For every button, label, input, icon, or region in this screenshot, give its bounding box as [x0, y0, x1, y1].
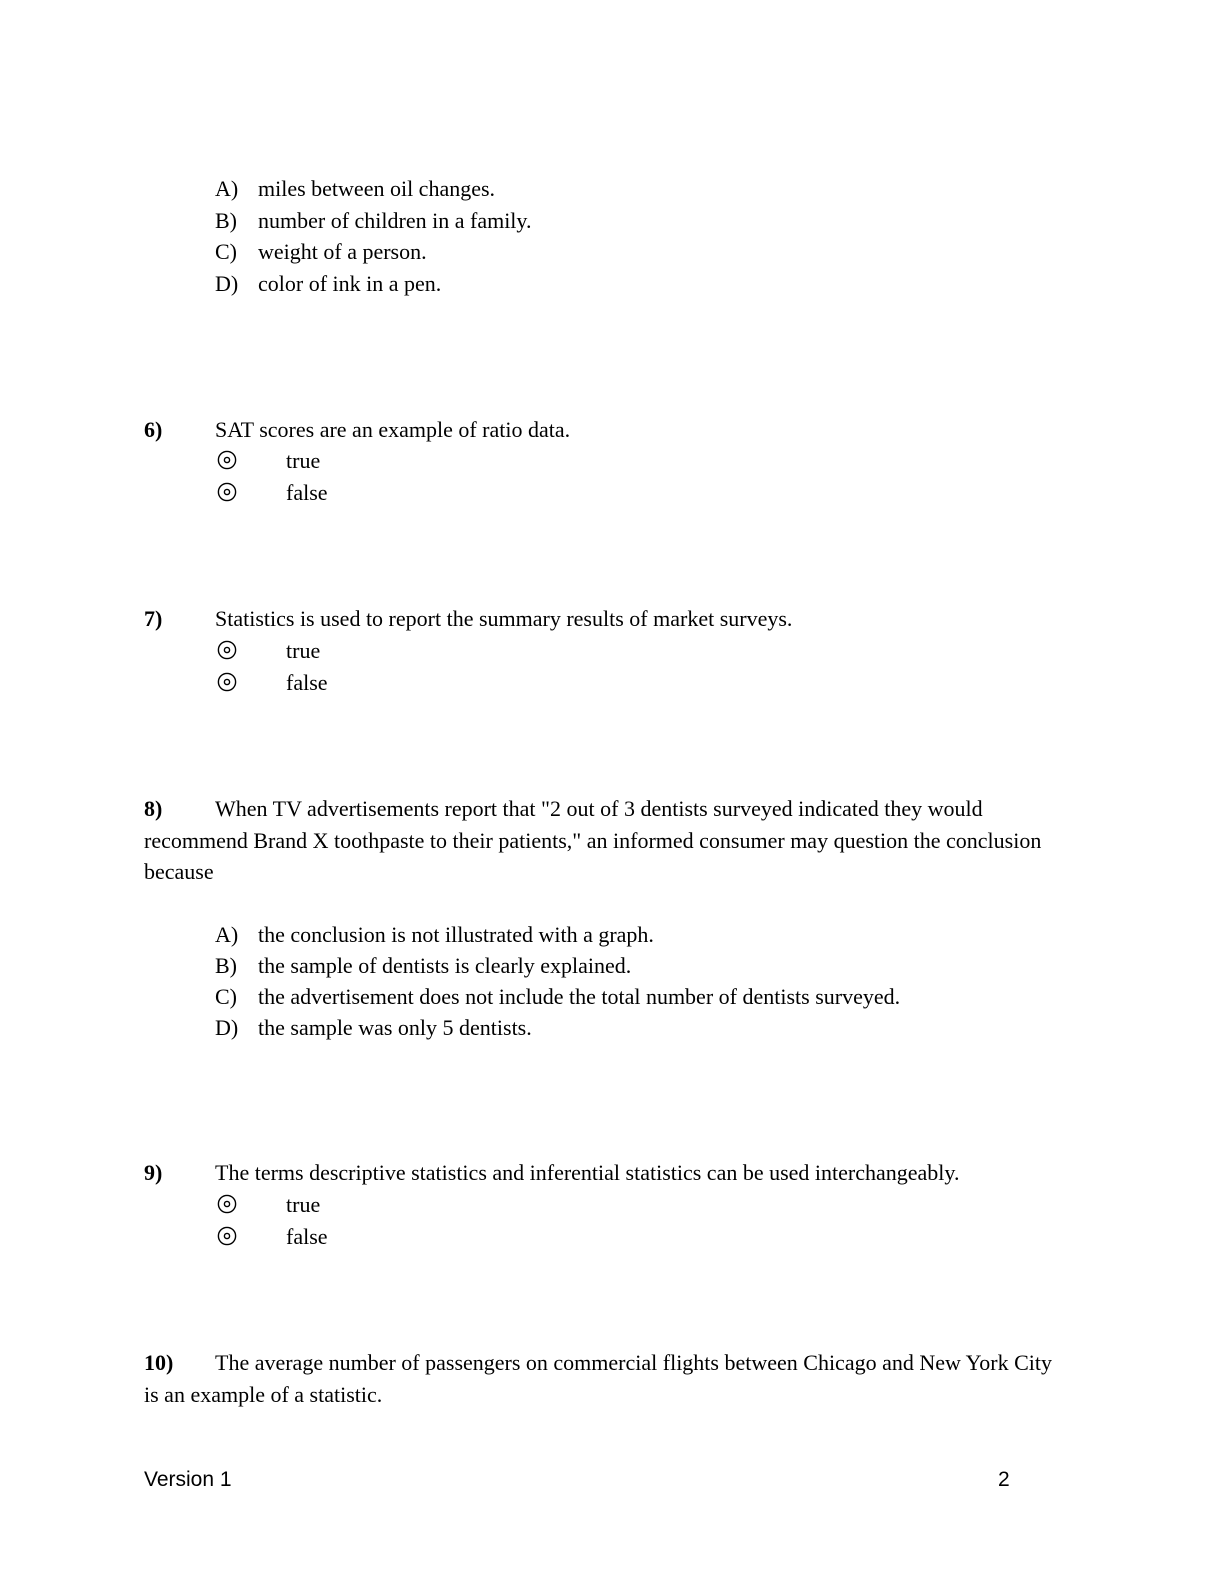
choice-letter: D) [215, 271, 239, 296]
option-label: false [286, 670, 328, 695]
option-label: true [286, 638, 321, 663]
question-text: SAT scores are an example of ratio data. [215, 417, 571, 442]
choice-text: weight of a person. [258, 239, 427, 264]
question-number: 10) [144, 1350, 174, 1375]
question-10-stem [144, 1347, 1064, 1410]
choice-text: color of ink in a pen. [258, 271, 442, 296]
question-number: 9) [144, 1160, 163, 1185]
choice-text: the advertisement does not include the total number of dentists surveyed. [258, 984, 901, 1009]
question-text: The average number of passengers on commercial flights between Chicago and New York City is an example of a statistic. [144, 1350, 1052, 1407]
question-number: 8) [144, 796, 163, 821]
radio-icon[interactable] [217, 1226, 237, 1246]
question-text: Statistics is used to report the summary results of market surveys. [215, 606, 793, 631]
option-label: true [286, 448, 321, 473]
choice-letter: A) [215, 922, 239, 947]
radio-icon[interactable] [217, 450, 237, 470]
radio-icon[interactable] [217, 672, 237, 692]
choice-text: miles between oil changes. [258, 176, 496, 201]
choice-letter: B) [215, 953, 237, 978]
option-label: false [286, 480, 328, 505]
option-label: true [286, 1192, 321, 1217]
choice-text: the sample was only 5 dentists. [258, 1015, 532, 1040]
choice-letter: D) [215, 1015, 239, 1040]
choice-letter: C) [215, 984, 237, 1009]
choice-letter: B) [215, 208, 237, 233]
choice-text: the conclusion is not illustrated with a graph. [258, 922, 654, 947]
choice-text: the sample of dentists is clearly explained. [258, 953, 632, 978]
radio-icon[interactable] [217, 482, 237, 502]
footer-page-number: 2 [998, 1468, 1010, 1491]
choice-letter: A) [215, 176, 239, 201]
question-text: The terms descriptive statistics and inferential statistics can be used interchangeably. [215, 1160, 960, 1185]
question-8-stem [144, 793, 1064, 888]
radio-icon[interactable] [217, 640, 237, 660]
question-text: When TV advertisements report that "2 out of 3 dentists surveyed indicated they would recommend Brand X toothpaste to their patients," an informed consumer may question the conclusion because [144, 796, 1042, 884]
radio-icon[interactable] [217, 1194, 237, 1214]
question-number: 6) [144, 417, 163, 442]
footer-version: Version 1 [144, 1468, 232, 1491]
question-number: 7) [144, 606, 163, 631]
option-label: false [286, 1224, 328, 1249]
choice-text: number of children in a family. [258, 208, 532, 233]
choice-letter: C) [215, 239, 237, 264]
